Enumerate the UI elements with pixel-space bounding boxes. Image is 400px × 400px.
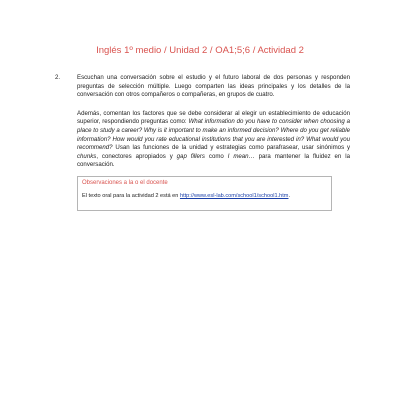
observations-text-suffix: . [288,193,291,199]
paragraph-2-questions: What information do you have to consider when choosing a place to study a career? Why is it important to make an informed decision? Where do you get reliable information? How would you rate educational institutions that you are interested in? What would you recommend? [77,118,350,152]
paragraph-2-middle: Usan las funciones de la unidad y estrategias como parafrasear, usar sinónimos y [112,144,350,152]
observations-title: Observaciones a la o el docente [82,180,168,186]
teacher-observations-box [77,176,332,211]
activity-paragraph-2 [77,110,350,170]
paragraph-2-middle2: , conectores apropiados y [96,152,177,160]
paragraph-2-middle3: como [204,152,228,160]
observations-link[interactable]: http://www.esl-lab.com/school1/school1.htm [179,193,289,199]
paragraph-2-i-mean: I mean… [227,152,255,160]
paragraph-2-intro: Además, comentan los factores que se debe considerar al elegir un establecimiento de educación superior, respondiendo preguntas como: [77,109,350,126]
document-title: Inglés 1º medio / Unidad 2 / OA1;5;6 / Actividad 2 [96,45,304,56]
observations-text [82,193,290,199]
paragraph-2-chunks: chunks [77,152,97,160]
activity-item [55,74,350,180]
activity-paragraph-1: Escuchan una conversación sobre el estudio y el futuro laboral de dos personas y responden preguntas de selección múltiple. Luego comparten las ideas principales y los detalles de la conversación con otros compañeros o compañeras, en grupos de cuatro. [77,74,350,99]
activity-number: 2. [55,74,61,81]
observations-text-prefix: El texto oral para la actividad 2 está en [82,193,180,199]
paragraph-2-end: para mantener la fluidez en la conversación. [77,152,350,169]
paragraph-2-gap-fillers: gap fillers [176,152,205,160]
